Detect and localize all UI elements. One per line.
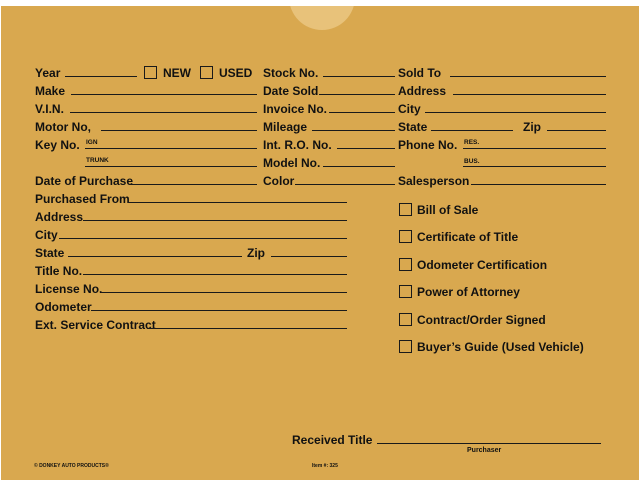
city-right-label: City <box>398 102 421 116</box>
checkbox[interactable] <box>399 230 412 243</box>
checkbox[interactable] <box>399 285 412 298</box>
zip-left-label: Zip <box>247 246 265 260</box>
purchased-from-label: Purchased From <box>35 192 130 206</box>
vin-line[interactable] <box>70 112 257 113</box>
motor-no-line[interactable] <box>101 130 257 131</box>
sold-to-line[interactable] <box>450 76 606 77</box>
new-label: NEW <box>163 66 191 80</box>
odometer-label: Odometer <box>35 300 92 314</box>
salesperson-label: Salesperson <box>398 174 470 188</box>
trunk-line[interactable] <box>85 166 257 167</box>
year-line[interactable] <box>65 76 137 77</box>
make-label: Make <box>35 84 66 98</box>
city-left-line[interactable] <box>59 238 347 239</box>
odometer-line[interactable] <box>91 310 347 311</box>
ext-service-contract-label: Ext. Service Contract <box>35 318 156 332</box>
envelope-thumb-cut <box>289 6 355 30</box>
address-right-label: Address <box>398 84 447 98</box>
address-right-line[interactable] <box>453 94 606 95</box>
phone-no-label: Phone No. <box>398 138 458 152</box>
received-title-label: Received Title <box>292 433 373 447</box>
vin-label: V.I.N. <box>35 102 64 116</box>
ign-line[interactable] <box>85 148 257 149</box>
license-no-label: License No. <box>35 282 103 296</box>
mileage-line[interactable] <box>312 130 395 131</box>
city-right-line[interactable] <box>425 112 606 113</box>
checklist-label: Contract/Order Signed <box>417 313 546 327</box>
title-no-label: Title No. <box>35 264 83 278</box>
motor-no-label: Motor No, <box>35 120 91 134</box>
invoice-no-line[interactable] <box>329 112 395 113</box>
checklist-label: Power of Attorney <box>417 285 520 299</box>
stock-no-line[interactable] <box>323 76 395 77</box>
envelope-form <box>1 6 639 480</box>
checkbox[interactable] <box>399 313 412 326</box>
license-no-line[interactable] <box>101 292 347 293</box>
used-label: USED <box>219 66 253 80</box>
bus-label: BUS. <box>464 158 480 165</box>
checklist-label: Bill of Sale <box>417 203 479 217</box>
salesperson-line[interactable] <box>471 184 606 185</box>
state-right-label: State <box>398 120 428 134</box>
stock-no-label: Stock No. <box>263 66 319 80</box>
key-no-label: Key No. <box>35 138 80 152</box>
received-title-signature-line[interactable] <box>377 443 601 444</box>
state-right-line[interactable] <box>431 130 513 131</box>
date-sold-line[interactable] <box>319 94 395 95</box>
int-ro-no-line[interactable] <box>337 148 395 149</box>
trunk-label: TRUNK <box>86 157 109 164</box>
address-left-label: Address <box>35 210 84 224</box>
res-phone-line[interactable] <box>463 148 606 149</box>
bus-phone-line[interactable] <box>463 166 606 167</box>
res-label: RES. <box>464 139 480 146</box>
brand-footer: © DONKEY AUTO PRODUCTS® <box>34 463 109 469</box>
date-sold-label: Date Sold <box>263 84 319 98</box>
model-no-line[interactable] <box>323 166 395 167</box>
zip-left-line[interactable] <box>271 256 347 257</box>
address-left-line[interactable] <box>83 220 347 221</box>
checkbox[interactable] <box>399 258 412 271</box>
checkbox[interactable] <box>399 340 412 353</box>
state-left-label: State <box>35 246 65 260</box>
model-no-label: Model No. <box>263 156 321 170</box>
purchaser-label: Purchaser <box>467 447 502 454</box>
item-number: Item #: 325 <box>312 463 338 469</box>
zip-right-line[interactable] <box>547 130 606 131</box>
city-left-label: City <box>35 228 58 242</box>
color-label: Color <box>263 174 295 188</box>
used-checkbox[interactable] <box>200 66 213 79</box>
color-line[interactable] <box>295 184 395 185</box>
int-ro-no-label: Int. R.O. No. <box>263 138 332 152</box>
sold-to-label: Sold To <box>398 66 442 80</box>
make-line[interactable] <box>71 94 257 95</box>
date-of-purchase-line[interactable] <box>129 184 257 185</box>
title-no-line[interactable] <box>83 274 347 275</box>
ign-label: IGN <box>86 139 98 146</box>
new-checkbox[interactable] <box>144 66 157 79</box>
checkbox[interactable] <box>399 203 412 216</box>
state-left-line[interactable] <box>68 256 242 257</box>
checklist-label: Buyer’s Guide (Used Vehicle) <box>417 340 584 354</box>
zip-right-label: Zip <box>523 120 541 134</box>
purchased-from-line[interactable] <box>128 202 347 203</box>
checklist-label: Odometer Certification <box>417 258 548 272</box>
ext-service-contract-line[interactable] <box>147 328 347 329</box>
mileage-label: Mileage <box>263 120 308 134</box>
year-label: Year <box>35 66 61 80</box>
invoice-no-label: Invoice No. <box>263 102 328 116</box>
date-of-purchase-label: Date of Purchase <box>35 174 134 188</box>
checklist-label: Certificate of Title <box>417 230 519 244</box>
